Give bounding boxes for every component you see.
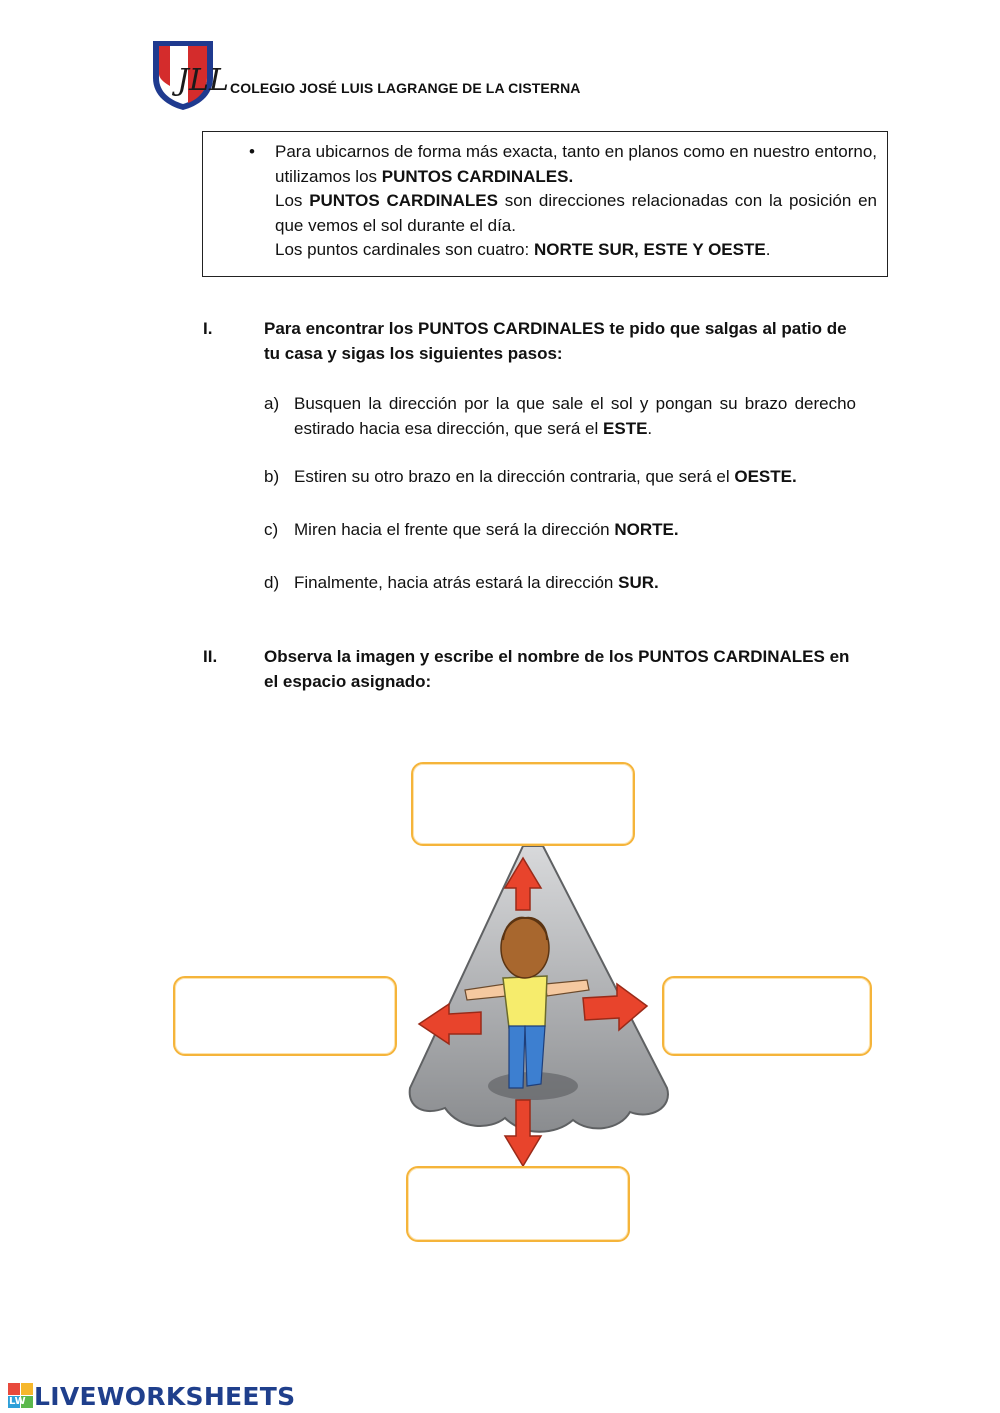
- step-d-letter: d): [264, 573, 280, 592]
- step-b-text: Estiren su otro brazo en la dirección contraria, que será el OESTE.: [294, 467, 797, 486]
- step-c-text: Miren hacia el frente que será la dirección NORTE.: [294, 520, 679, 539]
- liveworksheets-badge-icon: [8, 1383, 34, 1409]
- section-2-title: Observa la imagen y escribe el nombre de los PUNTOS CARDINALES en el espacio asignado:: [264, 647, 850, 691]
- answer-box-bottom[interactable]: [406, 1166, 630, 1242]
- answer-box-left[interactable]: [173, 976, 397, 1056]
- section-2-number: II.: [203, 647, 218, 666]
- liveworksheets-logo[interactable]: [8, 1383, 295, 1409]
- svg-text:LW: LW: [9, 1396, 26, 1407]
- answer-box-top[interactable]: [411, 762, 635, 846]
- left-leg: [509, 1026, 525, 1088]
- intro-paragraph-2: Los PUNTOS CARDINALES son direcciones relacionadas con la posición en que vemos el sol durante el día.: [275, 191, 878, 235]
- section-1-title: Para encontrar los PUNTOS CARDINALES te pido que salgas al patio de tu casa y sigas los siguientes pasos:: [264, 319, 847, 363]
- step-a-letter: a): [264, 394, 280, 413]
- intro-paragraph-3: Los puntos cardinales son cuatro: NORTE SUR, ESTE Y OESTE.: [275, 240, 771, 259]
- step-c-letter: c): [264, 520, 279, 539]
- intro-paragraph-1: Para ubicarnos de forma más exacta, tanto en planos como en nuestro entorno, utilizamos los PUNTOS CARDINALES.: [275, 142, 877, 186]
- step-d-text: Finalmente, hacia atrás estará la dirección SUR.: [294, 573, 659, 592]
- school-logo: [150, 38, 229, 112]
- intro-text: [275, 140, 877, 263]
- step-a-text: Busquen la dirección por la que sale el sol y pongan su brazo derecho estirado hacia esa dirección, que será el ESTE.: [294, 394, 856, 438]
- shirt: [503, 976, 547, 1028]
- answer-box-right[interactable]: [662, 976, 872, 1056]
- logo-letters: JLL: [177, 63, 229, 98]
- liveworksheets-text: LIVEWORKSHEETS: [34, 1381, 296, 1411]
- step-b-letter: b): [264, 467, 280, 486]
- section-1-number: I.: [203, 319, 213, 338]
- school-name: COLEGIO JOSÉ LUIS LAGRANGE DE LA CISTERNA: [230, 80, 581, 96]
- bullet: •: [249, 142, 255, 161]
- right-leg: [525, 1026, 545, 1086]
- intro-box: [202, 131, 888, 277]
